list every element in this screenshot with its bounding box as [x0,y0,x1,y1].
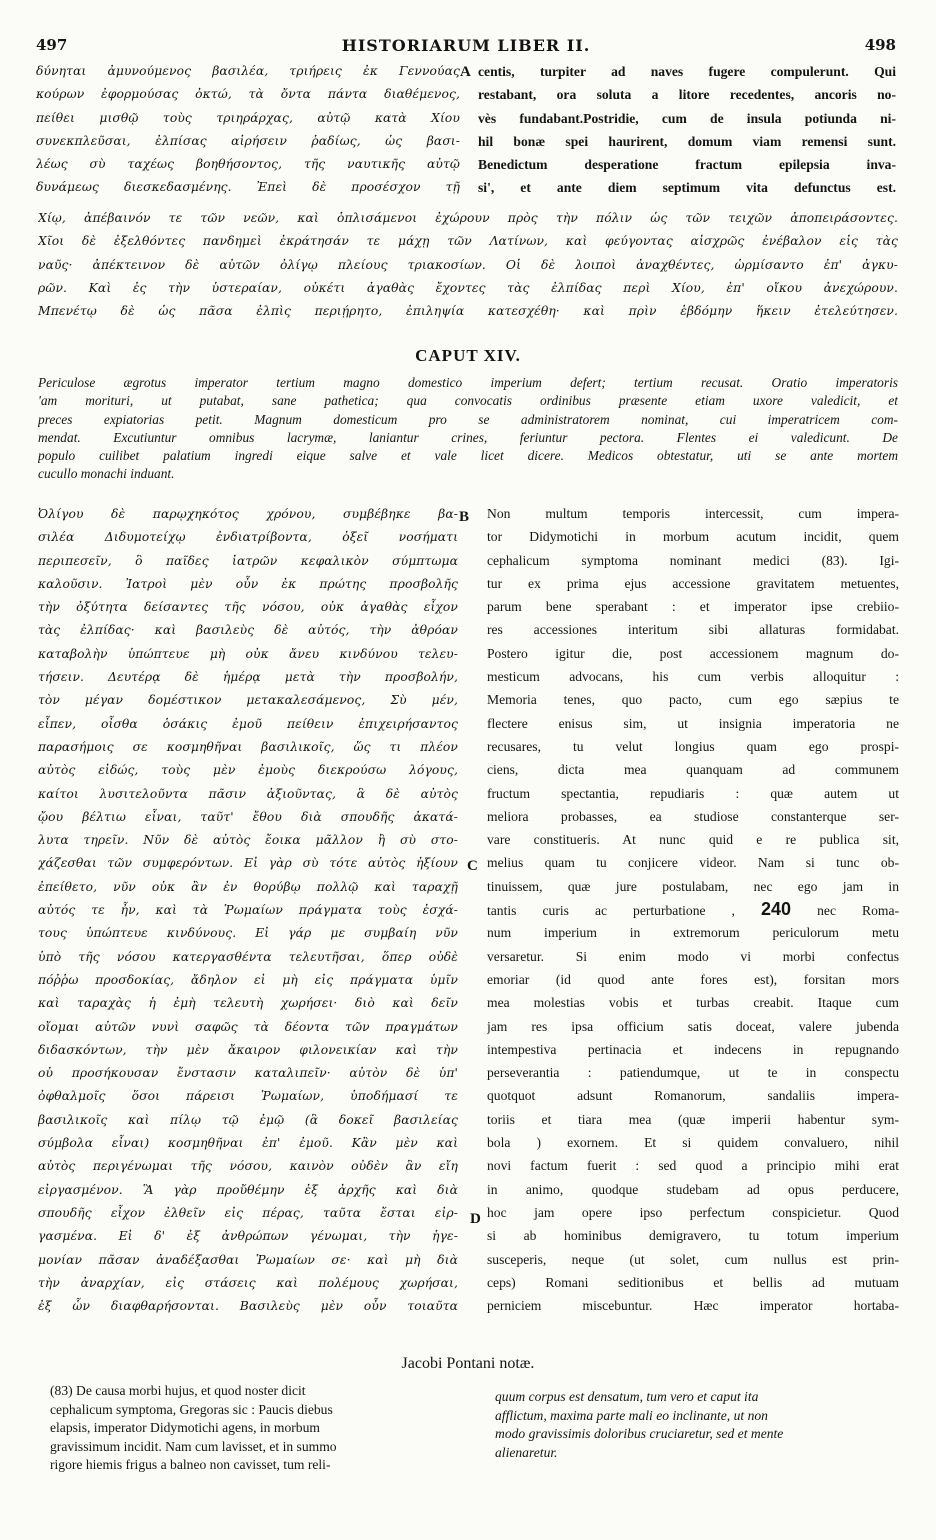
latin-text-line: perniciem miscebuntur. Hæc imperator hortaba- [487,1298,899,1314]
latin-text-line: parum bene sperabant : et imperator ipse crebiio- [487,599,899,615]
latin-text-line: cephalicum symptoma nominant medici (83). Igi- [487,552,899,568]
chapter-heading: CAPUT XIV. [415,346,521,365]
greek-full-width-text [38,207,898,323]
latin-text-line: Postero igitur die, post accessionem magnum do- [487,645,899,661]
latin-text-line: flectere enisus sim, ut insignia imperatoria ne [487,715,899,731]
page-number-right: 498 [864,36,896,54]
greek-text-line: τὸν μέγαν δομέστικον μετακαλεσάμενος, Σὺ μέν, [38,693,458,708]
page-number-left: 497 [36,36,68,54]
greek-text-line: παρασήμοις σε κοσμηθῆναι βασιλικοῖς, ὥς τι πλέον [38,739,458,754]
latin-text-line: emoriar (id quod ante fores est), forsitan mors [487,971,899,987]
note-text-line: gravissimum incidit. Nam cum lavisset, et in summo [50,1438,337,1454]
summary-line: cucullo monachi induant. [38,466,175,482]
latin-text-line: fructum spectantia, repudiaris : quæ autem ut [487,785,899,801]
greek-text-line: χάζεσθαι τῶν συμφερόντων. Εἰ γὰρ σὺ τότε αὐτὸς ἠξίουν [38,856,458,871]
greek-text-line: ρῶν. Καὶ ἐς τὴν ὑστεραίαν, οὐκέτι ἀγαθὰς ἔχοντες τὰς ἐλπίδας περὶ Χίου, ἐπ' οἴκου ἀνεχώρουν. [38,280,898,295]
latin-text-line: mea molestias vobis et turbas creabit. Itaque cum [487,995,899,1011]
main-latin-column [487,502,899,1317]
greek-text-line: Ὀλίγου δὲ παρῳχηκότος χρόνου, συμβέβηκε βα- [38,507,458,521]
latin-text-line: tur ex prima ejus accessione gravitatem metuentes, [487,575,899,591]
greek-text-line: εἰργασμένον. Ἃ γὰρ προὔθέμην ἐξ ἀρχῆς καὶ διὰ [38,1182,458,1197]
summary-line: Periculose ægrotus imperator tertium magno domestico imperium defert; tertium recusat. Oratio imperatoris [38,375,898,390]
greek-text-line: σιλέα Διδυμοτείχῳ ἐνδιατρίβοντα, ὀξεῖ νοσήματι [38,530,458,545]
latin-text-line: susceperis, neque (ut solet, cum nullus est prin- [487,1251,899,1267]
greek-text-line: τους ὑπώπτευε κινδύνους. Εἰ γάρ με συμβαίη νῦν [38,926,458,941]
summary-line: preces expiatorias petit. Magnum domesticum pro se administratorem nominat, cui imperatricem com- [38,411,898,427]
latin-text-line: toriis et tiara mea (quæ imperii habentur sym- [487,1111,899,1127]
latin-text-line: versaretur. Si enim modo vi morbi confectus [487,948,899,964]
greek-text-line: γασμένα. Εἰ δ' ἐξ ἀνθρώπων γένωμαι, τὴν ἡγε- [38,1229,458,1244]
summary-line: mendat. Excutiuntur omnibus lacrymæ, laniantur crines, feriuntur pectora. Flentes ei valedicunt. De [38,429,898,445]
greek-text-line: σπουδῆς εἶχον ἐλθεῖν εἰς πέρας, ταῦτα ἔσται εἰρ- [38,1205,458,1220]
latin-text-line: restabant, ora soluta a litore recedentes, ancoris no- [478,87,896,103]
note-text-line: (83) De causa morbi hujus, et quod noster dicit [50,1383,306,1398]
latin-text-line: intempestiva pertinacia et indecens in repugnando [487,1041,899,1057]
section-marker-c: C [467,858,478,874]
summary-line: 'am morituri, ut putabat, sane pathetica; qua convocatis ordinibus præsente etiam uxore valedicit, et [38,393,898,409]
note-text-line: elapsis, imperator Didymotichi agens, in morbum [50,1420,320,1436]
notes-left-column [50,1382,480,1475]
note-text-line: alienaretur. [495,1444,558,1460]
greek-text-line: Χῖοι δὲ ἐξελθόντες πανδημεὶ ἐκράτησάν τε μάχῃ τῶν Λατίνων, καὶ φεύγοντας αἰσχρῶς ἐνέβαλον εἰς τὰς [38,234,898,249]
greek-text-line: κούρων ἐφορμούσας ὀκτώ, τὰ ὄντα πάντα διαθέμενος, [36,87,460,102]
greek-text-line: ἐξ ὧν διαφθαρήσονται. Βασιλεὺς μὲν οὖν τοιαῦτα [38,1299,458,1314]
latin-text-line: recusares, tu velut longius quam ego prospi- [487,738,899,754]
edition-page-marker: 240 [761,899,792,920]
latin-text-line: in animo, quodque studebam ad opus perducere, [487,1181,899,1197]
latin-text-line: mesticum advocans, his cum verbis alloquitur : [487,669,899,685]
greek-text-line: σύμβολα εἶναι) κοσμηθῆναι ἐπ' ἐμοῦ. Κἂν μὲν καὶ [38,1136,458,1151]
note-text-line: afflictum, maxima parte mali eo inclinante, ut non [495,1407,768,1423]
latin-text-line: Memoria tenes, quo pacto, cum ego sæpius te [487,692,899,708]
latin-text-line: si', et ante diem septimum vita defunctus est. [478,180,896,196]
main-greek-column [38,503,458,1318]
latin-text-line: hil bonæ spei haurirent, domum viam remensi sunt. [478,133,896,149]
greek-text-line: καὶ ταραχὰς ἡ ἐμὴ τελευτὴ χωρήσει· διὸ καὶ δεῖν [38,996,458,1011]
note-text-line: quum corpus est densatum, tum vero et caput ita [495,1389,759,1404]
running-title: HISTORIARUM LIBER II. [341,36,591,55]
latin-text-line: tinuissem, quæ jure postulabam, nec ego jam in [487,878,899,894]
greek-text-line: μονίαν πᾶσαν ἀναδέξασθαι Ῥωμαίων σε· καὶ μὴ διὰ [38,1252,458,1267]
notes-right-column [495,1388,895,1462]
latin-text-line: bola ) exornem. Et si quidem convaluero, nihil [487,1135,899,1151]
latin-text-line: meliora probasses, ea studiose constanterque ser- [487,808,899,824]
chapter-summary [38,374,898,484]
top-latin-column [478,61,896,201]
latin-text-line: novi factum fuerit : sed quod a principio mihi erat [487,1158,899,1174]
greek-text-line: οὐ προσήκουσαν ἔνστασιν καταλιπεῖν· αὐτὸν δὲ ὑπ' [38,1066,458,1081]
latin-text-line: tor Didymotichi in morbum acutum incidit, quem [487,529,899,545]
latin-text-line: centis, turpiter ad naves fugere compulerunt. Qui [478,64,896,79]
greek-text-line: ὀφθαλμοῖς ὅσοι πάρεισι Ῥωμαίων, ὑποδήμασί τε [38,1089,458,1104]
greek-text-line: ἐπείθετο, νῦν οὐκ ἂν ἐν θορύβῳ πολλῷ καὶ ταραχῇ [38,879,458,894]
greek-text-line: δυνάμεως διεσκεδασμένης. Ἐπεὶ δὲ προσέσχον τῇ [36,180,460,195]
greek-text-line: οἴομαι αὐτῶν νυνὶ σαφῶς τὰ δέοντα τῶν πραγμάτων [38,1019,458,1034]
greek-text-line: εἶπεν, οἶσθα ὁσάκις ἐμοῦ πείθειν ἐπιχειρήσαντος [38,716,458,731]
greek-text-line: ναῦς· ἀπέκτεινον δὲ αὐτῶν ὀλίγῳ πλείους τριακοσίων. Οἱ δὲ λοιποὶ ἀναχθέντες, ὡρμίσαντο ἐπ' ἀγκυ- [38,257,898,272]
greek-text-line: πείθει μισθῷ τοὺς τριηράρχας, αὐτῷ κατὰ Χίου [36,110,460,125]
latin-text-line: Benedictum desperatione fractum epilepsia inva- [478,157,896,173]
latin-text-line: hoc jam opere ipso perfectum conspicietur. Quod [487,1204,899,1220]
latin-text-line: vès fundabant.Postridie, cum de insula potiunda ni- [478,110,896,126]
greek-text-line: καίτοι λυσιτελοῦντα πᾶσιν ἀξιοῦντας, ἃ δὲ αὐτὸς [38,786,458,801]
latin-text-line: Non multum temporis intercessit, cum impera- [487,506,899,521]
greek-text-line: βασιλικοῖς καὶ πίλῳ τῷ ἐμῷ (ἃ δοκεῖ βασιλείας [38,1112,458,1127]
greek-text-line: Χίῳ, ἀπέβαινόν τε τῶν νεῶν, καὶ ὁπλισάμενοι ἐχώρουν πρὸς τὴν πόλιν ὡς τῶν τειχῶν ἀποπειράσοντες. [38,211,898,225]
greek-text-line: καλοῦσιν. Ἰατροὶ μὲν οὖν ἐκ πρώτης προσβολῆς [38,576,458,591]
latin-text-line: vare constitueris. At nunc quid e re publica sit, [487,832,899,848]
latin-text-line: num imperium in extremorum periculorum metu [487,925,899,941]
latin-text-line-with-page-marker [487,898,899,921]
greek-text-line: αὐτός τε ἦν, καὶ τὰ Ῥωμαίων πράγματα τοὺς ἐσχά- [38,903,458,918]
section-marker-a: A [460,64,471,80]
greek-text-line: δύνηται ἀμυνούμενος βασιλέα, τριήρεις ἐκ Γεννούας [36,64,460,78]
greek-text-line: διδασκόντων, τὴν μὲν ἄκαιρον φιλονεικίαν καὶ τὴν [38,1042,458,1057]
greek-text-line: λυτα τηρεῖν. Νῦν δὲ αὐτὸς ἔοικα μᾶλλον ἢ σὺ στο- [38,833,458,848]
greek-text-line: ᾤου βέλτιω εἶναι, ταῦτ' ἔθου διὰ σπουδῆς ἀκατά- [38,809,458,824]
notes-title: Jacobi Pontani notæ. [401,1355,535,1372]
latin-text-line: si ab hominibus demigravero, tu totum imperium [487,1228,899,1244]
latin-text-line: ceps) Romani seditionibus et bellis ad mutuam [487,1274,899,1290]
greek-text-line: λέως σὺ ταχέως βοηθήσοντος, τῆς ναυτικῆς αὐτῷ [36,157,460,172]
greek-text-line: Μπενέτῳ δὲ ὡς πᾶσα ἐλπὶς περιῄρητο, ἐπιληψία κατεσχέθη· καὶ πρὶν ἑβδόμην ἥκειν ἐτελεύτησεν. [38,304,898,319]
greek-text-line: αὐτὸς περιγένωμαι τῆς νόσου, καινὸν οὐδὲν ἂν εἴη [38,1159,458,1174]
note-text-line: cephalicum symptoma, Gregoras sic : Paucis diebus [50,1401,333,1417]
section-marker-b: B [459,509,470,525]
greek-text-line: αὐτὸς εἰδώς, τοὺς μὲν ἐμοὺς διεκρούσω λόγους, [38,763,458,778]
greek-text-line: καταβολὴν ὑπώπτευε μὴ οὐκ ἄνευ κινδύνου τελευ- [38,646,458,661]
greek-text-line: τὰς ἐλπίδας· καὶ βασιλεὺς δὲ αὐτός, τὴν ἀθρόαν [38,623,458,638]
latin-text-line: res accessiones interitum sibi allaturas formidabat. [487,622,899,638]
summary-line: populo cuilibet palatium ingredi eique salve et vale licet dicere. Medicos obtestatur, uti se ante mortem [38,448,898,464]
greek-text-line: πόῤῥω προσδοκίας, ἄδηλον εἰ μὴ εἰς πράγματα ὑμῖν [38,972,458,987]
greek-text-line: τὴν ὀξύτητα δείσαντες τῆς νόσου, οὐκ ἀγαθὰς εἶχον [38,600,458,615]
latin-text-fragment: nec Roma- [817,903,899,919]
note-text-line: modo gravissimis doloribus cruciaretur, sed et mente [495,1426,784,1442]
greek-text-line: τήσειν. Δευτέρᾳ δὲ ἡμέρᾳ μετὰ τὴν προσβολήν, [38,670,458,685]
latin-text-fragment: tantis curis ac perturbatione , [487,903,735,919]
latin-text-line: perseverantia : patiendumque, ut te in conspectu [487,1065,899,1081]
latin-text-line: quotquot adsunt Romanorum, sandaliis impera- [487,1088,899,1104]
latin-text-line: ciens, dicta mea quanquam ad communem [487,762,899,778]
running-head [36,36,896,58]
latin-text-line: jam res ipsa officium satis doceat, valere jubenda [487,1018,899,1034]
section-marker-d: D [470,1211,481,1227]
greek-text-line: τὴν ἀναρχίαν, εἰς στάσεις καὶ πολέμους χωρήσαι, [38,1275,458,1290]
greek-text-line: συνεκπλεῦσαι, ἐλπίσας αἱρήσειν ῥαδίως, ὡς βασι- [36,133,460,148]
greek-text-line: περιπεσεῖν, ὃ παῖδες ἰατρῶν κεφαλικὸν σύμπτωμα [38,553,458,568]
note-text-line: rigore hiemis frigus a balneo non cavisset, tum reli- [50,1457,331,1473]
greek-text-line: ὑπὸ τῆς νόσου κατεργασθέντα τελευτῆσαι, ὅπερ οὐδὲ [38,949,458,964]
top-greek-column [36,60,460,200]
latin-text-line: melius quam tu conjicere videor. Nam si tunc ob- [487,855,899,871]
